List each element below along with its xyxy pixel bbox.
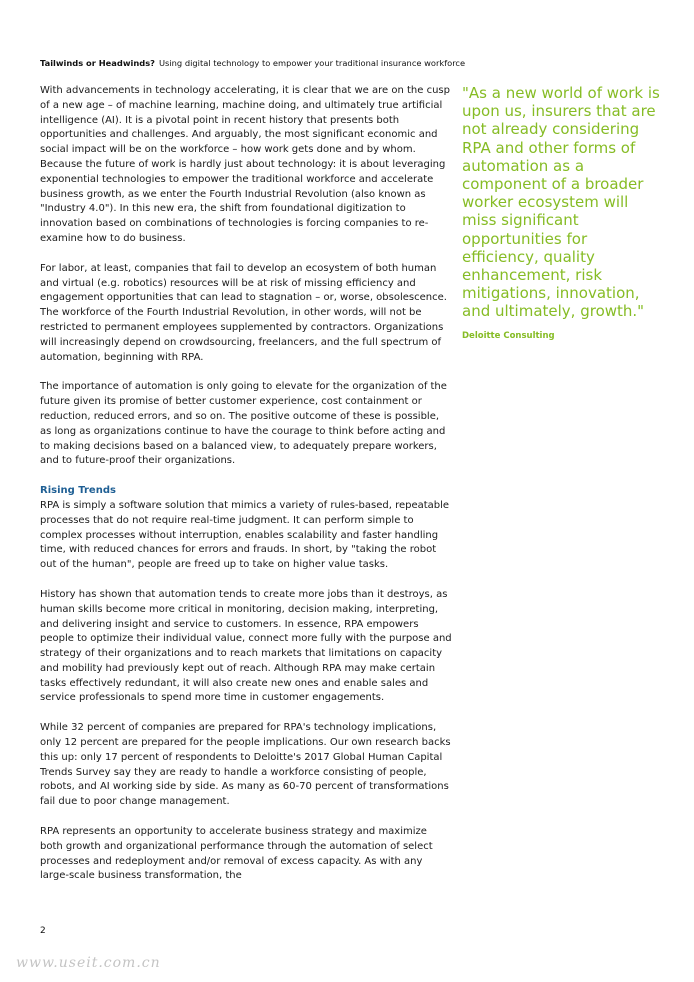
running-header (40, 58, 465, 68)
section-paragraph-2: History has shown that automation tends to create more jobs than it destroys, as human skills become more critical in monitoring, decision making, interpreting, and delivering insight and service to customers. In essence, RPA empowers people to optimize their individual value, connect more fully with the purpose and strategy of their organizations and to reach markets that limitations on capacity and mobility had previously kept out of reach. Although RPA may make certain tasks effectively redundant, it will also create new ones and enable sales and service professionals to spend more time in customer engagements. (40, 588, 452, 704)
quote-attribution: Deloitte Consulting (462, 330, 555, 341)
pull-quote: "As a new world of work is upon us, insurers that are not already considering RPA and other forms of automation as a component of a broader worker ecosystem will miss significant opportunities for efficiency, quality enhancement, risk mitigations, innovation, and ultimately, growth." (462, 84, 660, 321)
intro-paragraph-1: With advancements in technology accelerating, it is clear that we are on the cusp of a new age – of machine learning, machine doing, and ultimately true artificial intelligence (AI). It is a pivotal point in recent history that presents both opportunities and challenges. And arguably, the most significant economic and social impact will be on the workforce – how work gets done and by whom. Because the future of work is hardly just about technology: it is about leveraging exponential technologies to empower the traditional workforce and accelerate business growth, as we enter the Fourth Industrial Revolution (also known as "Industry 4.0"). In this new era, the shift from foundational digitization to innovation based on combinations of technologies is forcing companies to re-examine how to do business. (40, 85, 450, 244)
main-column (40, 84, 452, 899)
page-number: 2 (40, 926, 46, 936)
section-heading-rising-trends: Rising Trends (40, 485, 116, 497)
section-paragraph-4: RPA represents an opportunity to accelerate business strategy and maximize both growth and organizational performance through the automation of select processes and redeployment and/or removal of excess capacity. As with any large-scale business transformation, the (40, 826, 433, 882)
section-paragraph-1: RPA is simply a software solution that mimics a variety of rules-based, repeatable processes that do not require real-time judgment. It can perform simple to complex processes without interruption, enables scalability and faster handling time, with reduced chances for errors and frauds. In short, by "taking the robot out of the human", people are freed up to take on higher value tasks. (40, 499, 450, 571)
pull-quote-sidebar (462, 84, 662, 341)
watermark: www.useit.com.cn (16, 955, 161, 971)
section-paragraph-3: While 32 percent of companies are prepared for RPA's technology implications, only 12 percent are prepared for the people implications. Our own research backs this up: only 17 percent of respondents to Deloitte's 2017 Global Human Capital Trends Survey say they are ready to handle a workforce consisting of people, robots, and AI working side by side. As many as 60-70 percent of transformations fail due to poor change management. (40, 722, 451, 808)
intro-paragraph-3: The importance of automation is only going to elevate for the organization of the future given its promise of better customer experience, cost containment or reduction, reduced errors, and so on. The positive outcome of these is possible, as long as organizations continue to have the courage to think before acting and to making decisions based on a balanced view, to adequately prepare workers, and to future-proof their organizations. (40, 381, 447, 467)
header-subtitle: Using digital technology to empower your traditional insurance workforce (158, 58, 466, 68)
intro-paragraph-2: For labor, at least, companies that fail to develop an ecosystem of both human and virtual (e.g. robotics) resources will be at risk of missing efficiency and engagement opportunities that can lead to stagnation – or, worse, obsolescence. The workforce of the Fourth Industrial Revolution, in other words, will not be restricted to permanent employees supplemented by contractors. Organizations will increasingly depend on crowdsourcing, freelancers, and the full spectrum of automation, beginning with RPA. (40, 262, 447, 363)
header-title: Tailwinds or Headwinds? (40, 58, 155, 68)
